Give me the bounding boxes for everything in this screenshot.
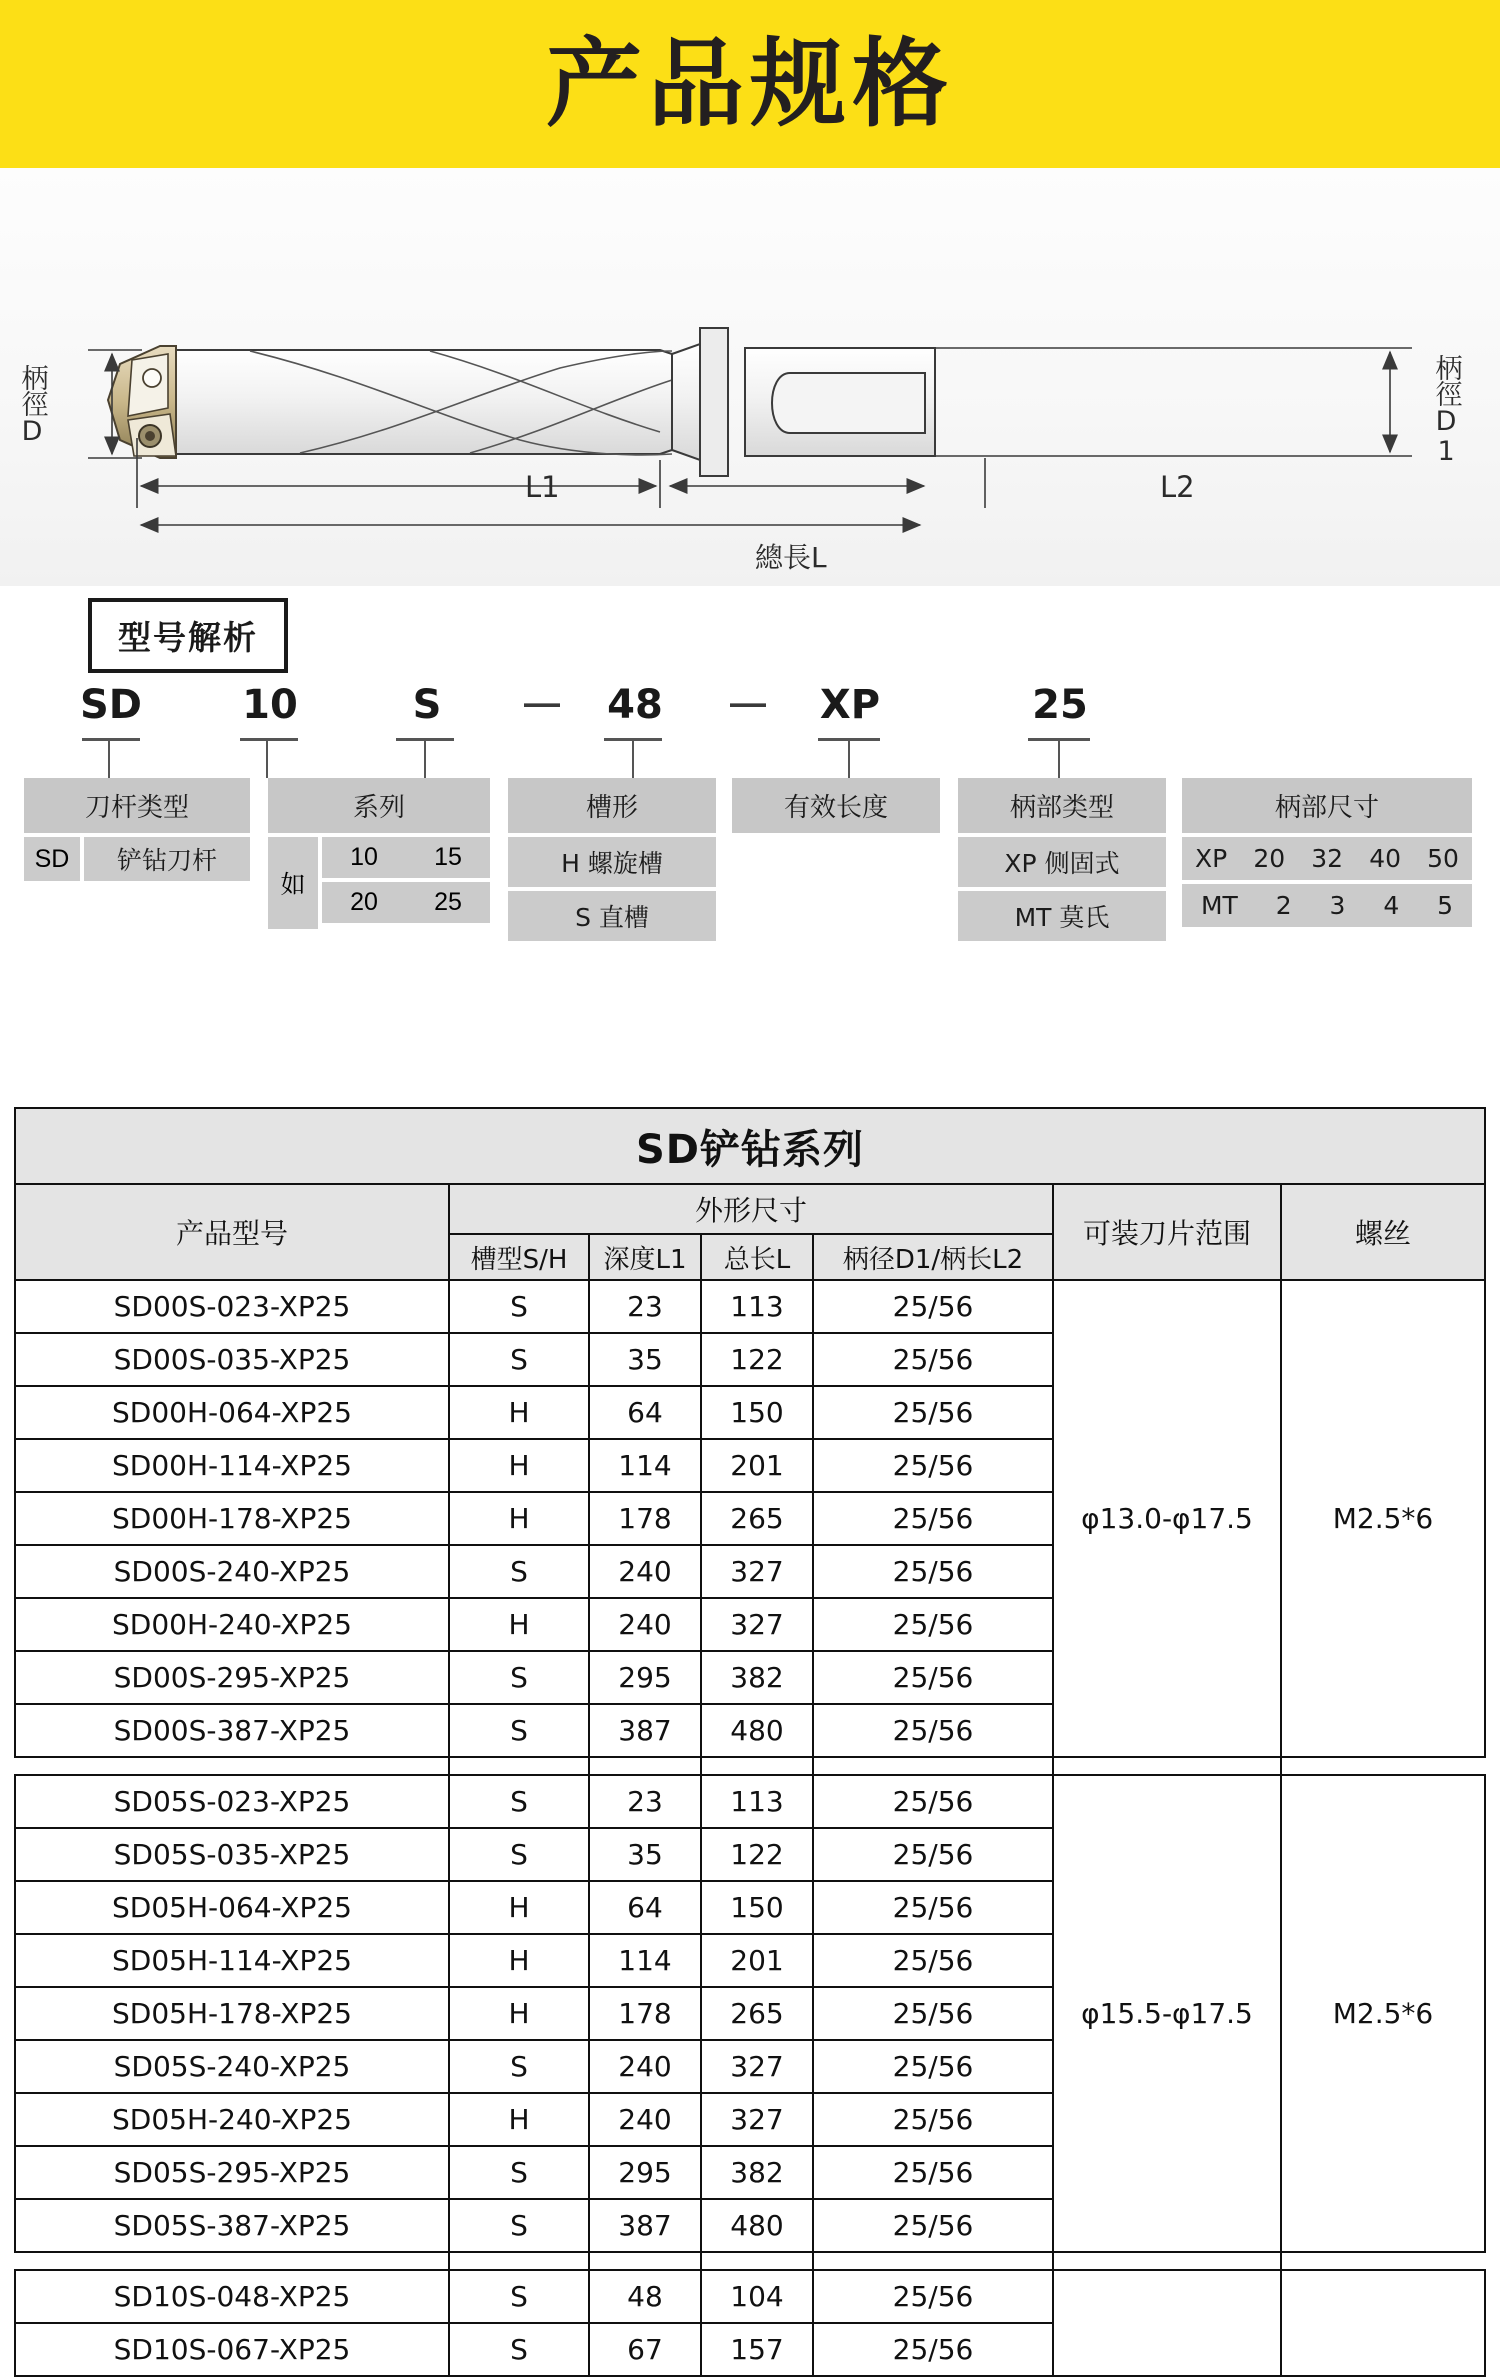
cell-shank-d1-l2: 25/56 <box>813 1881 1053 1934</box>
cell-shank-d1-l2: 25/56 <box>813 1651 1053 1704</box>
cell-shank-d1-l2: 25/56 <box>813 2199 1053 2252</box>
cell-depth-l1: 114 <box>589 1439 701 1492</box>
cell-depth-l1: 240 <box>589 1545 701 1598</box>
cell-slot-type: S <box>449 2323 589 2376</box>
cell-shank-d1-l2: 25/56 <box>813 2323 1053 2376</box>
cell-insert-range: φ15.5-φ17.5 <box>1053 1775 1281 2252</box>
cell-total-length: 327 <box>701 1598 813 1651</box>
cell-slot-type: H <box>449 2093 589 2146</box>
cell-product-model: SD00H-240-XP25 <box>15 1598 449 1651</box>
cell-product-model: SD05H-240-XP25 <box>15 2093 449 2146</box>
header-shank-d1-l2: 柄径D1/柄长L2 <box>813 1234 1053 1280</box>
legend-series-row-1 <box>322 837 490 878</box>
cell-total-length: 104 <box>701 2270 813 2323</box>
code-stem-6 <box>1058 738 1060 778</box>
cell-shank-d1-l2: 25/56 <box>813 1934 1053 1987</box>
cell-product-model: SD05H-064-XP25 <box>15 1881 449 1934</box>
legend-shank-size-mt-v3: 4 <box>1383 891 1400 920</box>
label-shank-diameter-d1: 柄徑D1 <box>1430 354 1462 466</box>
cell-depth-l1: 35 <box>589 1333 701 1386</box>
cell-product-model: SD05S-240-XP25 <box>15 2040 449 2093</box>
cell-shank-d1-l2: 25/56 <box>813 1828 1053 1881</box>
cell-insert-range <box>1053 2270 1281 2376</box>
cell-shank-d1-l2: 25/56 <box>813 1598 1053 1651</box>
legend-shank-size-row-xp <box>1182 837 1472 880</box>
legend-shank-size-mt-v1: 2 <box>1275 891 1292 920</box>
cell-shank-d1-l2: 25/56 <box>813 1386 1053 1439</box>
cell-total-length: 201 <box>701 1439 813 1492</box>
group-gap-cell <box>813 1757 1053 1775</box>
code-part-tool-type: SD <box>79 682 142 728</box>
group-gap-cell <box>589 2252 701 2270</box>
cell-product-model: SD00S-035-XP25 <box>15 1333 449 1386</box>
product-technical-drawing <box>0 168 1500 586</box>
cell-total-length: 327 <box>701 1545 813 1598</box>
cell-screw: M2.5*6 <box>1281 1775 1485 2252</box>
legend-shank-size-header: 柄部尺寸 <box>1182 778 1472 833</box>
cell-slot-type: S <box>449 1333 589 1386</box>
legend-shank-size-xp-v2: 32 <box>1311 844 1344 873</box>
legend-slot-shape-line-2: S 直槽 <box>508 891 716 941</box>
code-part-effective-length: 48 <box>607 682 663 728</box>
cell-slot-type: S <box>449 2270 589 2323</box>
legend-series-header: 系列 <box>268 778 490 833</box>
cell-slot-type: S <box>449 1704 589 1757</box>
legend-shank-type-line-2: MT 莫氏 <box>958 891 1166 941</box>
legend-slot-shape <box>508 778 716 945</box>
group-gap-cell <box>15 1757 449 1775</box>
group-gap-cell <box>1053 2252 1281 2270</box>
cell-depth-l1: 23 <box>589 1280 701 1333</box>
page-title: 产品规格 <box>546 28 954 140</box>
cell-depth-l1: 240 <box>589 2093 701 2146</box>
code-underline-2 <box>240 738 298 741</box>
cell-total-length: 113 <box>701 1280 813 1333</box>
cell-shank-d1-l2: 25/56 <box>813 1439 1053 1492</box>
code-dash-2: — <box>730 682 766 723</box>
cell-product-model: SD00S-387-XP25 <box>15 1704 449 1757</box>
legend-shank-size-xp-v3: 40 <box>1369 844 1402 873</box>
cell-insert-range: φ13.0-φ17.5 <box>1053 1280 1281 1757</box>
table-title: SD铲钻系列 <box>15 1108 1485 1184</box>
cell-slot-type: H <box>449 1492 589 1545</box>
legend-shank-type-line-1: XP 侧固式 <box>958 837 1166 887</box>
cell-total-length: 265 <box>701 1987 813 2040</box>
cell-total-length: 265 <box>701 1492 813 1545</box>
cell-slot-type: S <box>449 1651 589 1704</box>
drill-shank <box>745 348 935 456</box>
cell-slot-type: H <box>449 1881 589 1934</box>
cell-total-length: 382 <box>701 1651 813 1704</box>
code-part-shank-type: XP <box>819 682 881 728</box>
header-depth-l1: 深度L1 <box>589 1234 701 1280</box>
cell-product-model: SD00S-295-XP25 <box>15 1651 449 1704</box>
label-l1: L1 <box>525 470 560 504</box>
cell-depth-l1: 178 <box>589 1987 701 2040</box>
cell-product-model: SD00H-114-XP25 <box>15 1439 449 1492</box>
cell-product-model: SD00S-023-XP25 <box>15 1280 449 1333</box>
group-gap-cell <box>589 1757 701 1775</box>
legend-tool-type <box>24 778 250 881</box>
code-underline-1 <box>82 738 140 741</box>
cell-product-model: SD05H-178-XP25 <box>15 1987 449 2040</box>
cell-total-length: 480 <box>701 1704 813 1757</box>
legend-series-v2: 15 <box>434 843 462 871</box>
legend-tool-type-value: 铲钻刀杆 <box>84 837 250 881</box>
group-gap-cell <box>701 1757 813 1775</box>
specification-table-wrap <box>14 1107 1486 2377</box>
cell-product-model: SD05S-035-XP25 <box>15 1828 449 1881</box>
cell-depth-l1: 67 <box>589 2323 701 2376</box>
cell-depth-l1: 240 <box>589 1598 701 1651</box>
cell-total-length: 382 <box>701 2146 813 2199</box>
model-analysis-tag: 型号解析 <box>88 598 288 673</box>
model-code-row <box>0 682 1500 742</box>
cell-depth-l1: 23 <box>589 1775 701 1828</box>
cell-shank-d1-l2: 25/56 <box>813 1775 1053 1828</box>
cell-slot-type: H <box>449 1386 589 1439</box>
header-slot-type: 槽型S/H <box>449 1234 589 1280</box>
specification-table <box>14 1107 1486 2377</box>
cell-product-model: SD00H-064-XP25 <box>15 1386 449 1439</box>
legend-shank-type-header: 柄部类型 <box>958 778 1166 833</box>
cell-slot-type: S <box>449 2199 589 2252</box>
code-stem-1 <box>108 738 110 778</box>
table-row <box>15 1280 1485 1333</box>
legend-series-v1: 10 <box>350 843 378 871</box>
group-gap-cell <box>15 2252 449 2270</box>
cell-depth-l1: 295 <box>589 1651 701 1704</box>
cell-shank-d1-l2: 25/56 <box>813 1704 1053 1757</box>
legend-tool-type-key: SD <box>24 837 80 881</box>
cell-total-length: 201 <box>701 1934 813 1987</box>
cell-total-length: 327 <box>701 2093 813 2146</box>
cell-total-length: 150 <box>701 1386 813 1439</box>
cell-product-model: SD05H-114-XP25 <box>15 1934 449 1987</box>
cell-depth-l1: 295 <box>589 2146 701 2199</box>
cell-product-model: SD00H-178-XP25 <box>15 1492 449 1545</box>
cell-total-length: 480 <box>701 2199 813 2252</box>
legend-series-v3: 20 <box>350 888 378 916</box>
cell-total-length: 157 <box>701 2323 813 2376</box>
legend-effective-length <box>732 778 940 833</box>
code-stem-2 <box>266 738 268 778</box>
code-dash-1: — <box>524 682 560 723</box>
cell-slot-type: S <box>449 1280 589 1333</box>
code-part-slot: S <box>412 682 442 728</box>
legend-shank-size-xp-v1: 20 <box>1253 844 1286 873</box>
drill-body <box>160 350 672 454</box>
model-number-analysis <box>0 586 1500 1006</box>
cell-slot-type: S <box>449 1545 589 1598</box>
legend-shank-size-mt-v4: 5 <box>1437 891 1454 920</box>
cell-product-model: SD00S-240-XP25 <box>15 1545 449 1598</box>
cell-shank-d1-l2: 25/56 <box>813 1333 1053 1386</box>
group-gap-cell <box>813 2252 1053 2270</box>
legend-shank-size-mt-key: MT <box>1200 891 1238 920</box>
cell-depth-l1: 114 <box>589 1934 701 1987</box>
legend-slot-shape-line-1: H 螺旋槽 <box>508 837 716 887</box>
group-gap-cell <box>449 1757 589 1775</box>
table-title-row <box>15 1108 1485 1184</box>
legend-shank-type <box>958 778 1166 945</box>
table-row <box>15 2270 1485 2323</box>
legend-series-row-2 <box>322 882 490 923</box>
cell-total-length: 150 <box>701 1881 813 1934</box>
cell-depth-l1: 240 <box>589 2040 701 2093</box>
cell-slot-type: S <box>449 1828 589 1881</box>
cell-slot-type: S <box>449 1775 589 1828</box>
page-banner <box>0 0 1500 168</box>
cell-depth-l1: 387 <box>589 2199 701 2252</box>
cell-shank-d1-l2: 25/56 <box>813 1492 1053 1545</box>
cell-product-model: SD05S-023-XP25 <box>15 1775 449 1828</box>
header-total-length: 总长L <box>701 1234 813 1280</box>
cell-product-model: SD05S-387-XP25 <box>15 2199 449 2252</box>
table-group-separator <box>15 2252 1485 2270</box>
cell-depth-l1: 64 <box>589 1386 701 1439</box>
header-insert-range: 可装刀片范围 <box>1053 1184 1281 1280</box>
legend-series-v4: 25 <box>434 888 462 916</box>
code-part-shank-size: 25 <box>1032 682 1088 728</box>
cell-slot-type: H <box>449 1934 589 1987</box>
cell-product-model: SD10S-048-XP25 <box>15 2270 449 2323</box>
legend-shank-size-row-mt <box>1182 884 1472 927</box>
code-stem-3 <box>424 738 426 778</box>
code-stem-4 <box>632 738 634 778</box>
cell-total-length: 327 <box>701 2040 813 2093</box>
label-total-length: 總長L <box>755 541 827 574</box>
cell-product-model: SD05S-295-XP25 <box>15 2146 449 2199</box>
cell-depth-l1: 64 <box>589 1881 701 1934</box>
cell-slot-type: H <box>449 1439 589 1492</box>
cell-product-model: SD10S-067-XP25 <box>15 2323 449 2376</box>
header-product-model: 产品型号 <box>15 1184 449 1280</box>
cell-total-length: 113 <box>701 1775 813 1828</box>
cell-depth-l1: 178 <box>589 1492 701 1545</box>
cell-total-length: 122 <box>701 1828 813 1881</box>
cell-shank-d1-l2: 25/56 <box>813 1987 1053 2040</box>
cutting-head <box>108 346 176 458</box>
group-gap-cell <box>1053 1757 1281 1775</box>
cell-shank-d1-l2: 25/56 <box>813 1545 1053 1598</box>
legend-slot-shape-header: 槽形 <box>508 778 716 833</box>
cell-depth-l1: 35 <box>589 1828 701 1881</box>
cell-slot-type: S <box>449 2040 589 2093</box>
group-gap-cell <box>449 2252 589 2270</box>
legend-shank-size <box>1182 778 1472 931</box>
label-shank-diameter-d: 柄徑D <box>16 364 48 446</box>
cell-shank-d1-l2: 25/56 <box>813 2146 1053 2199</box>
cell-slot-type: S <box>449 2146 589 2199</box>
cell-screw: M2.5*6 <box>1281 1280 1485 1757</box>
group-gap-cell <box>1281 1757 1485 1775</box>
cell-shank-d1-l2: 25/56 <box>813 2093 1053 2146</box>
cell-slot-type: H <box>449 1987 589 2040</box>
table-group-separator <box>15 1757 1485 1775</box>
cell-screw <box>1281 2270 1485 2376</box>
code-stem-5 <box>848 738 850 778</box>
legend-effective-length-header: 有效长度 <box>732 778 940 833</box>
dimension-shank-d1 <box>920 348 1412 456</box>
header-screw: 螺丝 <box>1281 1184 1485 1280</box>
drill-collar <box>700 328 728 476</box>
header-dimensions: 外形尺寸 <box>449 1184 1053 1234</box>
cell-shank-d1-l2: 25/56 <box>813 2040 1053 2093</box>
table-header-row-1 <box>15 1184 1485 1234</box>
cell-slot-type: H <box>449 1598 589 1651</box>
cell-depth-l1: 48 <box>589 2270 701 2323</box>
legend-shank-size-xp-v4: 50 <box>1427 844 1459 873</box>
cell-shank-d1-l2: 25/56 <box>813 1280 1053 1333</box>
label-l2: L2 <box>1160 470 1195 504</box>
group-gap-cell <box>701 2252 813 2270</box>
legend-series <box>268 778 490 929</box>
legend-series-key: 如 <box>268 837 318 929</box>
legend-shank-size-mt-v2: 3 <box>1329 891 1346 920</box>
code-part-series: 10 <box>242 682 298 728</box>
group-gap-cell <box>1281 2252 1485 2270</box>
legend-shank-size-xp-key: XP <box>1195 844 1228 873</box>
legend-tool-type-header: 刀杆类型 <box>24 778 250 833</box>
cell-depth-l1: 387 <box>589 1704 701 1757</box>
table-row <box>15 1775 1485 1828</box>
cell-total-length: 122 <box>701 1333 813 1386</box>
cell-shank-d1-l2: 25/56 <box>813 2270 1053 2323</box>
drill-diagram-svg <box>0 168 1500 586</box>
